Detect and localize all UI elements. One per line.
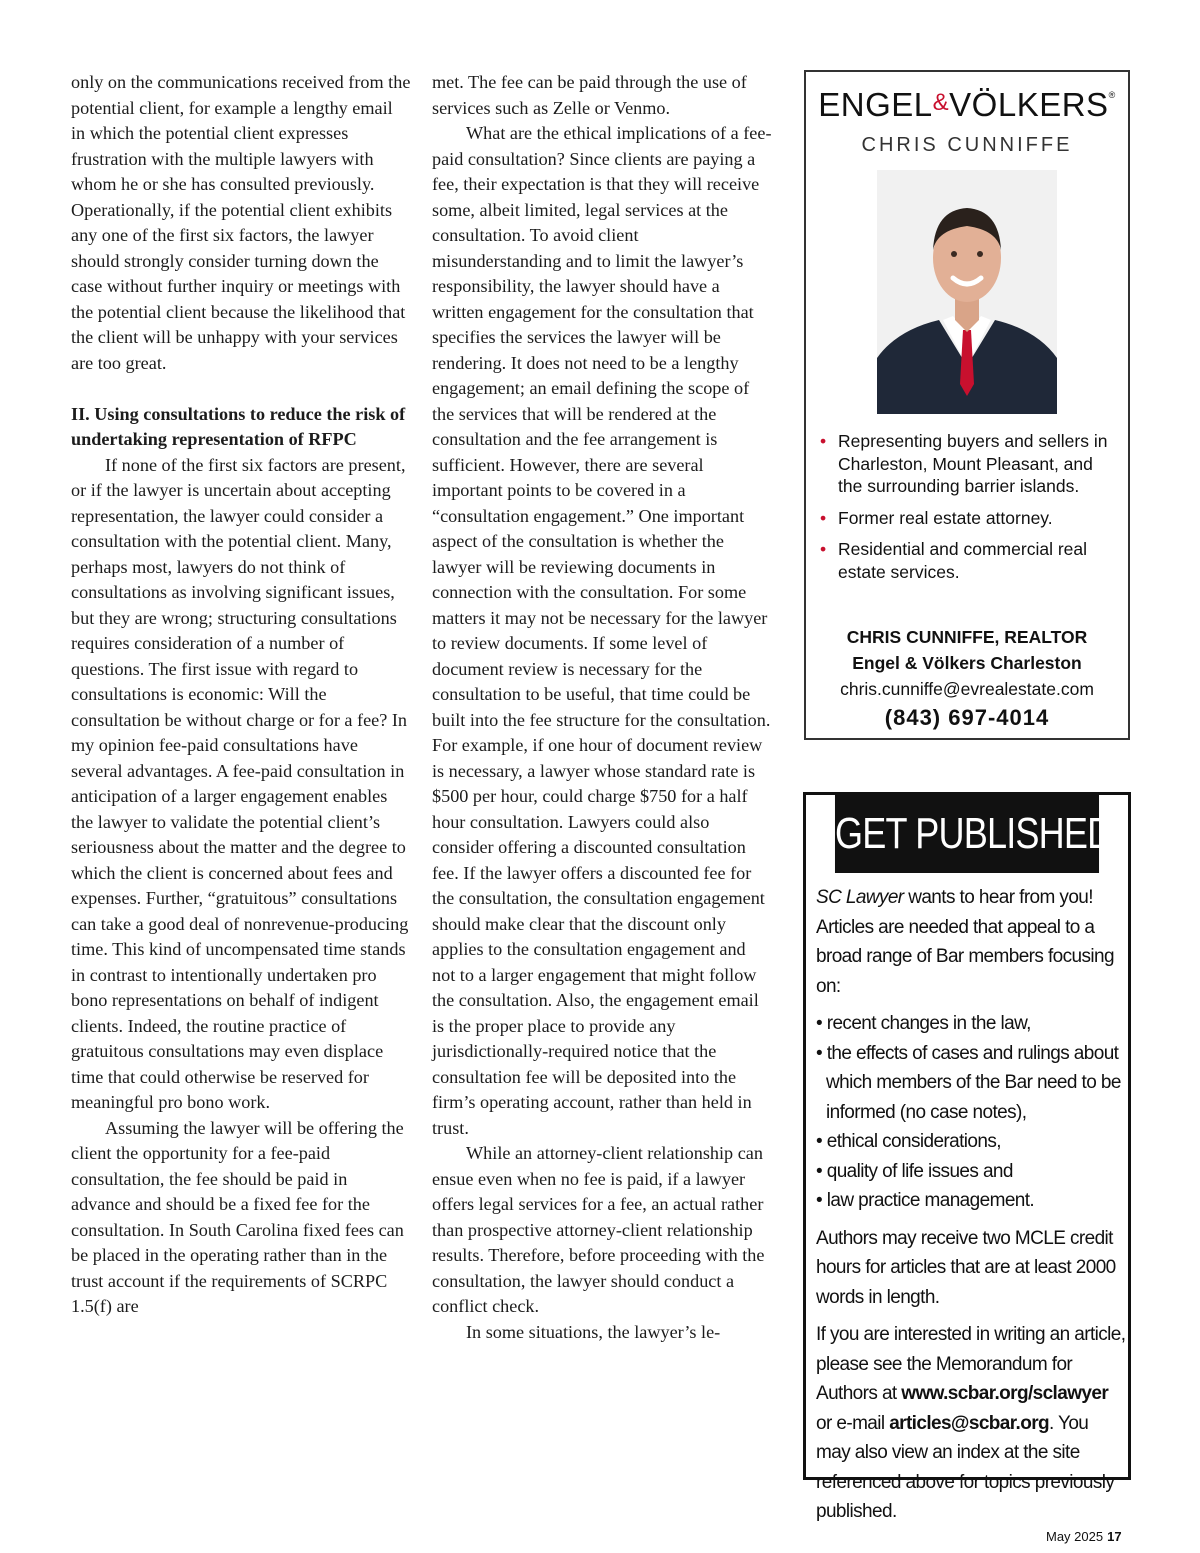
contact-email[interactable]: chris.cunniffe@evrealestate.com bbox=[840, 679, 1094, 699]
agent-portrait-illustration bbox=[877, 170, 1057, 414]
contact-office: Engel & Völkers Charleston bbox=[852, 653, 1082, 673]
brand-ampersand: & bbox=[932, 89, 950, 116]
list-item-text: Former real estate attorney. bbox=[838, 507, 1053, 528]
agent-photo bbox=[877, 170, 1057, 414]
publication-name: SC Lawyer bbox=[816, 887, 904, 908]
services-list bbox=[820, 430, 1120, 592]
intro-text: wants to hear from you! Articles are needed that appeal to a broad range of Bar members focusing on: bbox=[816, 887, 1114, 997]
list-item bbox=[820, 538, 1120, 583]
list-item: • quality of life issues and bbox=[816, 1160, 1013, 1182]
email-link[interactable]: articles@scbar.org bbox=[889, 1412, 1049, 1434]
issue-date: May 2025 bbox=[1046, 1529, 1104, 1544]
topics-list bbox=[816, 1009, 1126, 1216]
contact-phone[interactable]: (843) 697-4014 bbox=[884, 705, 1050, 730]
paragraph: met. The fee can be paid through the use of services such as Zelle or Venmo. bbox=[432, 72, 747, 118]
paragraph: In some situations, the lawyer’s le- bbox=[466, 1321, 721, 1342]
list-item: • recent changes in the law, bbox=[816, 1013, 1031, 1034]
list-item: • law practice management. bbox=[816, 1190, 1035, 1211]
list-item-text: Residential and commercial real estate services. bbox=[838, 539, 1087, 582]
paragraph: If none of the first six factors are present, or if the lawyer is uncertain about accepting representation, the lawyer could consider a consultation with the potential client. Many, perhaps most, lawyers do not think of consultations as involving significant issues, but they are wrong; structuring consultations requires consideration of a number of questions. The first issue with regard to consultations is economic: Will the consultation be without charge or for a fee? In my opinion fee-paid consultations have several advantages. A fee-paid consultation in anticipation of a larger engagement enables the lawyer to validate the potential client’s seriousness about the matter and the degree to which the client is concerned about fees and expenses. Further, “gratuitous” consultations can take a good deal of nonrevenue-producing time. This kind of uncompensated time stands in contrast to intentionally undertaken pro bono representations on behalf of indigent clients. Indeed, the routine practice of gratuitous consultations may even displace time that could otherwise be reserved for meaningful pro bono work. bbox=[71, 454, 409, 1112]
list-item: • ethical considerations, bbox=[816, 1131, 1001, 1152]
bullet-icon: • bbox=[820, 507, 827, 528]
intro-paragraph bbox=[816, 883, 1126, 1001]
article-column-2 bbox=[432, 70, 772, 1345]
contact-text: . You may also view an index at the site referenced above for topics previously published. bbox=[816, 1412, 1115, 1522]
bullet-icon: • bbox=[820, 539, 827, 559]
brand-text: ENGEL bbox=[818, 86, 933, 123]
registered-mark: ® bbox=[1108, 90, 1116, 100]
website-link[interactable]: www.scbar.org/sclawyer bbox=[901, 1383, 1109, 1404]
contact-block bbox=[806, 624, 1128, 734]
brand-text: VÖLKERS bbox=[949, 86, 1109, 123]
list-item bbox=[820, 430, 1120, 498]
mcle-paragraph: Authors may receive two MCLE credit hours for articles that are at least 2000 words in length. bbox=[816, 1227, 1116, 1308]
contact-text: or e-mail bbox=[816, 1412, 890, 1434]
get-published-title: GET PUBLISHED! bbox=[835, 795, 1099, 873]
list-item-text: Representing buyers and sellers in Charleston, Mount Pleasant, and the surrounding barrier islands. bbox=[838, 431, 1108, 496]
contact-name: CHRIS CUNNIFFE, REALTOR bbox=[846, 627, 1088, 647]
paragraph: Assuming the lawyer will be offering the client the opportunity for a fee-paid consultation, the fee should be paid in advance and should be a fixed fee for the consultation. In South Carolina fixed fees can be placed in the operating rather than in the trust account if the requirements of SCRPC 1.5(f) are bbox=[71, 1117, 404, 1316]
page-footer bbox=[1046, 1529, 1122, 1544]
spacer bbox=[71, 376, 411, 402]
get-published-box bbox=[803, 792, 1131, 1522]
section-heading: II. Using consultations to reduce the risk of undertaking representation of RFPC bbox=[71, 403, 406, 449]
contact-text: If you are interested in writing an article, please see the Memorandum for Authors at bbox=[816, 1324, 1126, 1404]
article-column-1 bbox=[71, 70, 411, 1320]
paragraph: What are the ethical implications of a fee-paid consultation? Since clients are paying a fee, their expectation is that they will receive some, albeit limited, legal services at the consultation. To avoid client misunderstanding and to limit the lawyer’s responsibility, the lawyer should have a written engagement for the consultation that specifies the services the lawyer will be rendering. It does not need to be a lengthy engagement; an email defining the scope of the services that will be rendered at the consultation and the fee arrangement is sufficient. However, there are several important points to be covered in a “consultation engagement.” One important aspect of the consultation is whether the lawyer will be reviewing documents in connection with the consultation. For some matters it may not be necessary for the lawyer to review documents. If some level of document review is necessary for the consultation to be useful, that time could be built into the fee structure for the consultation. For example, if one hour of document review is necessary, a lawyer whose standard rate is $500 per hour, could charge $750 for a half hour consultation. Lawyers could also consider offering a discounted consultation fee. If the lawyer offers a discounted fee for the consultation, the consultation engagement should make clear that the discount only applies to the consultation engagement and not to a larger engagement that might follow the consultation. Also, the engagement email is the proper place to provide any jurisdictionally-required notice that the consultation fee will be deposited into the firm’s operating account, rather than held in trust. bbox=[432, 123, 772, 1138]
get-published-body bbox=[816, 883, 1126, 1535]
paragraph: only on the communications received from the potential client, for example a lengthy email in which the potential client expresses frustration with the multiple lawyers with whom he or she has consulted previously. Operationally, if the potential client exhibits any one of the first six factors, the lawyer should strongly consider turning down the case without further inquiry or meetings with the potential client because the likelihood that the client will be unhappy with your services are too great. bbox=[71, 72, 411, 373]
page-number: 17 bbox=[1107, 1529, 1122, 1544]
contact-paragraph bbox=[816, 1320, 1126, 1527]
list-item bbox=[820, 507, 1120, 530]
bullet-icon: • bbox=[820, 431, 827, 451]
brand-logo bbox=[806, 86, 1128, 124]
agent-name: CHRIS CUNNIFFE bbox=[861, 134, 1073, 156]
paragraph: While an attorney-client relationship can ensue even when no fee is paid, if a lawyer offers legal services for a fee, an actual rather than prospective attorney-client relationship results. Therefore, before proceeding with the consultation, the lawyer should conduct a conflict check. bbox=[432, 1143, 765, 1316]
realtor-advertisement bbox=[804, 70, 1130, 740]
list-item: • the effects of cases and rulings about which members of the Bar need to be informed (no case notes), bbox=[816, 1042, 1121, 1123]
